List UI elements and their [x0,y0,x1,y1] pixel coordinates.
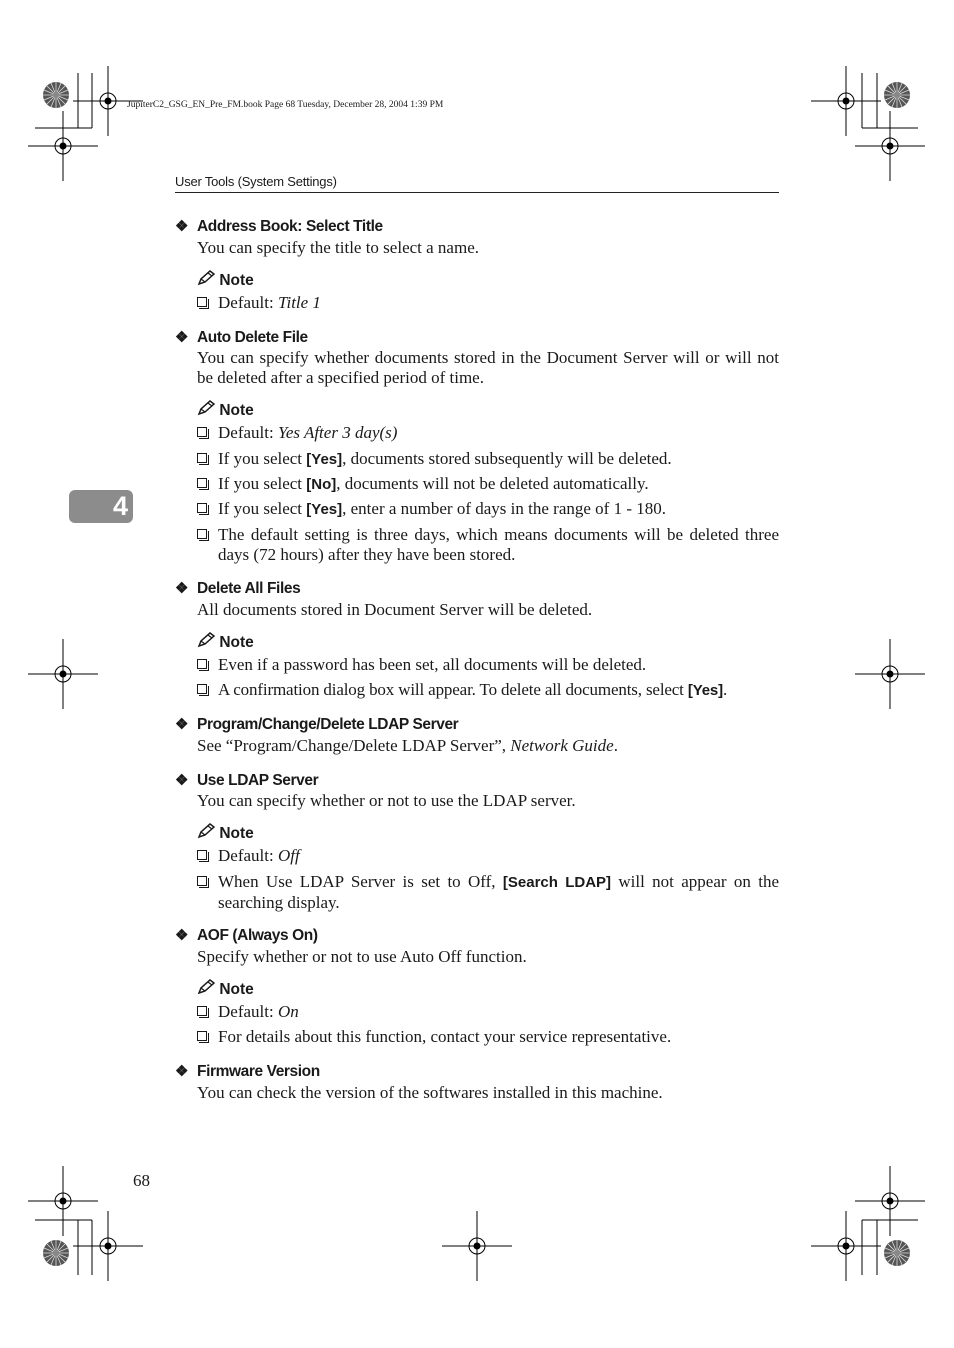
checkbox-bullet-icon [197,659,207,669]
note-heading: Note [197,400,254,420]
note-item: A confirmation dialog box will appear. To delete all documents, select [Yes]. [197,680,779,701]
note-item: If you select [Yes], enter a number of days in the range of 1 - 180. [197,499,779,520]
section-title: ❖ Auto Delete File [175,329,308,346]
note-heading: Note [197,823,254,843]
note-item: Default: Yes After 3 day(s) [197,423,779,443]
section-title: ❖ Delete All Files [175,580,301,597]
section-title: ❖ Use LDAP Server [175,772,319,789]
section-title: ❖ Firmware Version [175,1063,320,1080]
diamond-bullet-icon: ❖ [175,218,189,235]
checkbox-bullet-icon [197,503,207,513]
checkbox-bullet-icon [197,453,207,463]
note-item: If you select [Yes], documents stored subsequently will be deleted. [197,449,779,470]
pencil-note-icon [197,632,215,648]
section-body: You can specify the title to select a name. [197,238,479,257]
checkbox-bullet-icon [197,478,207,488]
diamond-bullet-icon: ❖ [175,329,189,346]
checkbox-bullet-icon [197,1031,207,1041]
checkbox-bullet-icon [197,529,207,539]
file-info: JupiterC2_GSG_EN_Pre_FM.book Page 68 Tuesday, December 28, 2004 1:39 PM [127,100,444,110]
section-body: You can specify whether or not to use the LDAP server. [197,791,576,810]
section-title: ❖ AOF (Always On) [175,927,318,944]
section-body: All documents stored in Document Server will be deleted. [197,600,593,619]
diamond-bullet-icon: ❖ [175,772,189,789]
pencil-note-icon [197,823,215,839]
page-number: 68 [133,1171,150,1190]
note-item: Default: Off [197,846,779,866]
section-title: ❖ Address Book: Select Title [175,218,383,235]
note-item: The default setting is three days, which means documents will be deleted three days (72 hours) after they have been stored. [197,525,779,564]
note-item: Default: On [197,1002,779,1022]
running-head: User Tools (System Settings) [175,174,779,193]
note-item: Default: Title 1 [197,293,779,313]
note-item: For details about this function, contact your service representative. [197,1027,779,1047]
pencil-note-icon [197,270,215,286]
section-body: Specify whether or not to use Auto Off function. [197,947,527,966]
note-item: When Use LDAP Server is set to Off, [Search LDAP] will not appear on the searching display. [197,872,779,912]
checkbox-bullet-icon [197,297,207,307]
checkbox-bullet-icon [197,684,207,694]
chapter-tab: 4 [69,490,133,523]
diamond-bullet-icon: ❖ [175,716,189,733]
note-heading: Note [197,979,254,999]
section-title: ❖ Program/Change/Delete LDAP Server [175,716,459,733]
checkbox-bullet-icon [197,850,207,860]
note-heading: Note [197,270,254,290]
checkbox-bullet-icon [197,427,207,437]
note-item: If you select [No], documents will not be deleted automatically. [197,474,779,495]
section-body: See “Program/Change/Delete LDAP Server”, Network Guide. [197,736,618,755]
checkbox-bullet-icon [197,876,207,886]
note-item: Even if a password has been set, all documents will be deleted. [197,655,779,675]
note-heading: Note [197,632,254,652]
diamond-bullet-icon: ❖ [175,580,189,597]
pencil-note-icon [197,979,215,995]
section-body: You can check the version of the softwares installed in this machine. [197,1083,663,1102]
diamond-bullet-icon: ❖ [175,1063,189,1080]
pencil-note-icon [197,400,215,416]
section-body: You can specify whether documents stored in the Document Server will or will not be deleted after a specified period of time. [197,348,779,387]
diamond-bullet-icon: ❖ [175,927,189,944]
checkbox-bullet-icon [197,1006,207,1016]
